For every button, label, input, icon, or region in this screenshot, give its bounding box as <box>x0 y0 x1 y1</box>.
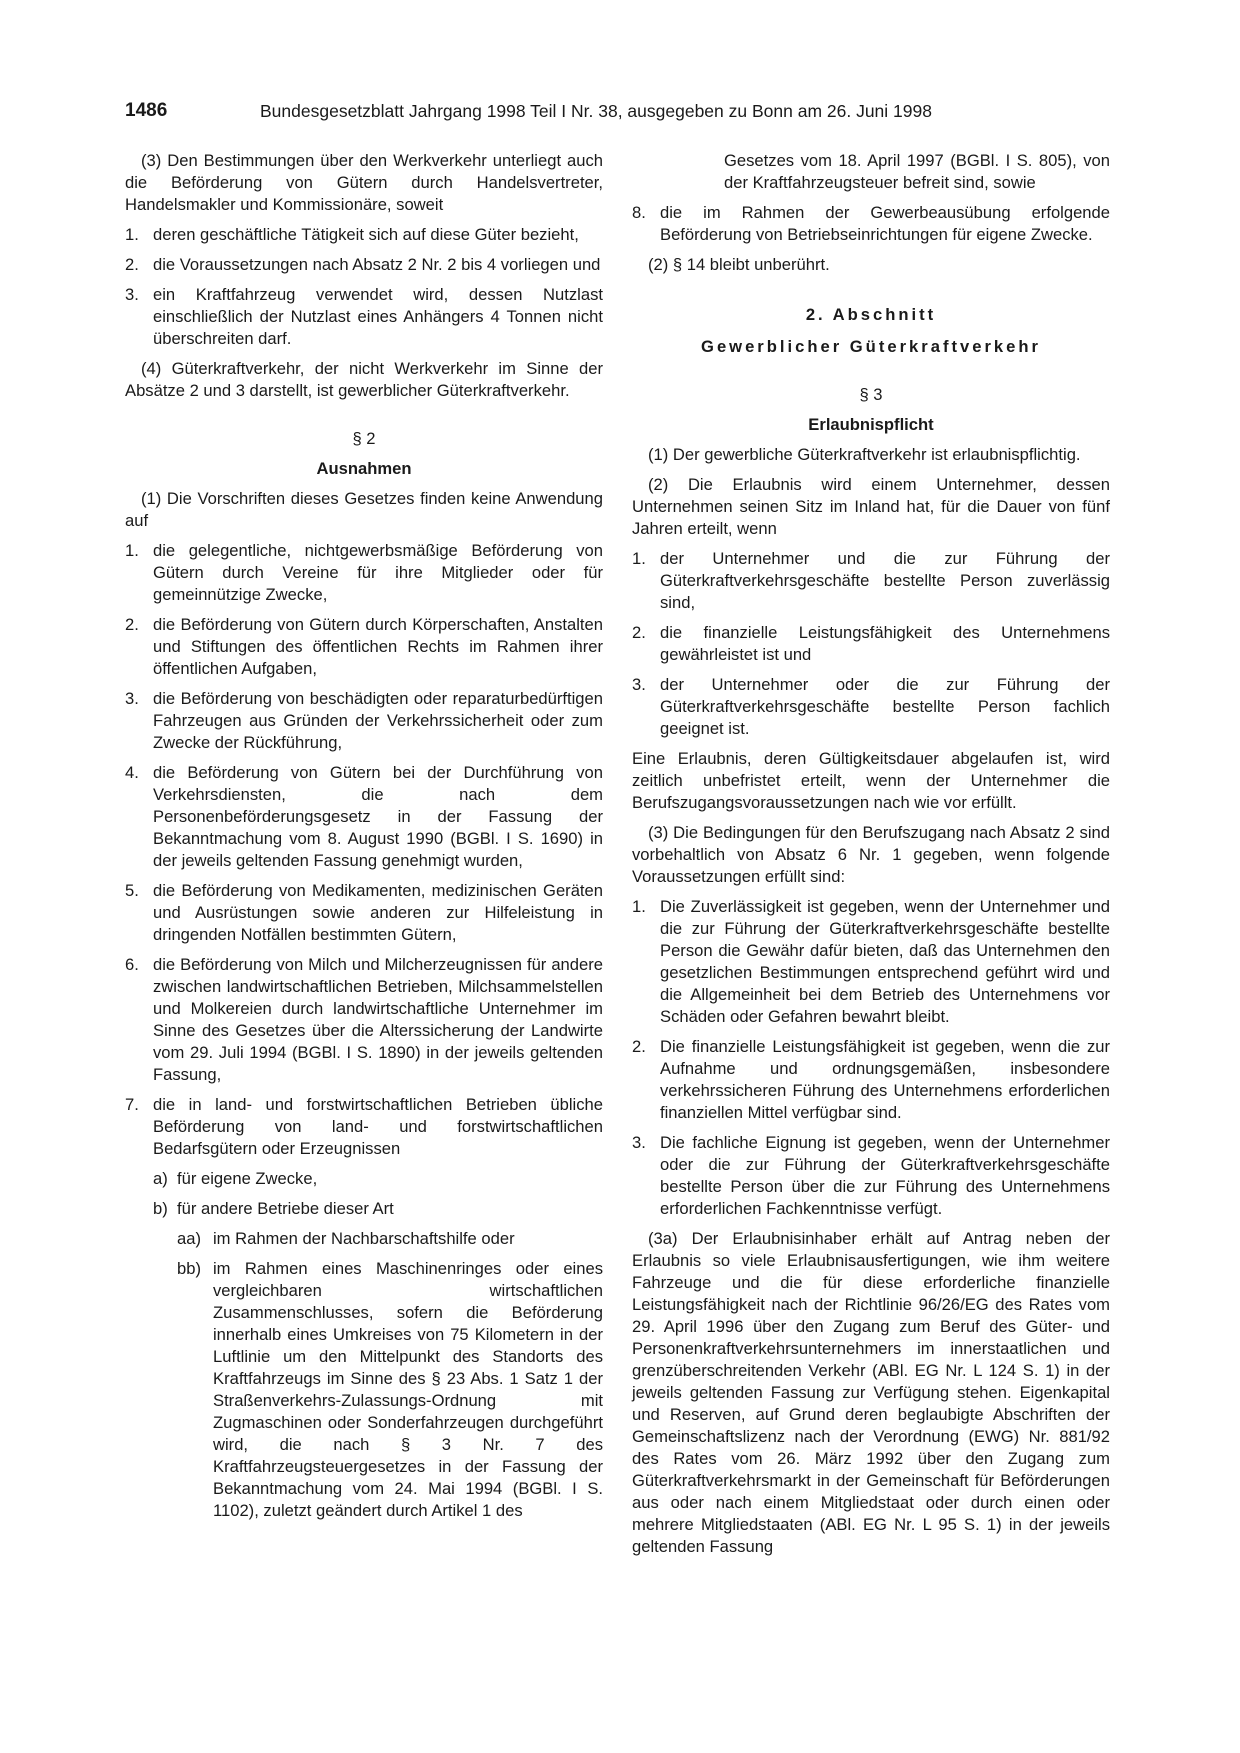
item-text: Die finanzielle Leistungsfähigkeit ist gegeben, wenn die zur Aufnahme und ordnungsgemäßen, insbesondere verkehrssicheren Führung des Unternehmens erforderlichen finanziellen Mittel verfügbar sind. <box>660 1037 1110 1122</box>
list-item <box>125 540 603 606</box>
section-2-paragraph-2: (2) § 14 bleibt unberührt. <box>648 255 830 274</box>
item-text: für andere Betriebe dieser Art <box>177 1199 394 1218</box>
sub-sub-list-item <box>125 1228 603 1250</box>
list-item <box>632 1036 1110 1124</box>
list-item <box>125 224 603 246</box>
item-text: die finanzielle Leistungsfähigkeit des Unternehmens gewährleistet ist und <box>660 623 1110 664</box>
list-item <box>125 614 603 680</box>
item-continuation: Gesetzes vom 18. April 1997 (BGBl. I S. 805), von der Kraftfahrzeugsteuer befreit sind, sowie <box>724 151 1110 192</box>
item-number: 2. <box>125 615 139 634</box>
item-text: der Unternehmer und die zur Führung der Güterkraftverkehrsgeschäfte bestellte Person zuverlässig sind, <box>660 549 1110 612</box>
item-number: 6. <box>125 955 139 974</box>
item-number: 1. <box>125 225 139 244</box>
item-text: die gelegentliche, nichtgewerbsmäßige Beförderung von Gütern durch Vereine für ihre Mitglieder oder für gemeinnützige Zwecke, <box>153 541 603 604</box>
section-3-paragraph-3a: (3a) Der Erlaubnisinhaber erhält auf Antrag neben der Erlaubnis so viele Erlaubnisausfertigungen, wie ihm weitere Fahrzeuge und die für diese erforderliche finanzielle Leistungsfähigkeit nach der Richtlinie 96/26/EG des Rates vom 29. April 1996 über den Zugang zum Beruf des Güter- und Personenkraftverkehrsunternehmers im innerstaatlichen und grenzüberschreitenden Verkehr (ABl. EG Nr. L 124 S. 1) in der jeweils geltenden Fassung zur Verfügung stehen. Eigenkapital und Reserven, auf Grund deren beglaubigte Abschriften der Gemeinschaftslizenz nach der Verordnung (EWG) Nr. 881/92 des Rates vom 26. März 1992 über den Zugang zum Güterkraftverkehrsmarkt in der Gemeinschaft für Beförderungen aus oder nach einem Mitgliedstaat oder durch einen oder mehrere Mitgliedstaaten (ABl. EG Nr. L 95 S. 1) in der jeweils geltenden Fassung <box>632 1229 1110 1556</box>
item-number: 5. <box>125 881 139 900</box>
right-column <box>632 150 1110 1566</box>
sub-list-item <box>125 1198 603 1220</box>
section-2-paragraph-1-intro: (1) Die Vorschriften dieses Gesetzes finden keine Anwendung auf <box>125 489 603 530</box>
list-item <box>632 896 1110 1028</box>
item-letter: a) <box>153 1169 168 1188</box>
item-number: 3. <box>125 689 139 708</box>
item-text: die Voraussetzungen nach Absatz 2 Nr. 2 bis 4 vorliegen und <box>153 255 601 274</box>
section-heading-ausnahmen: Ausnahmen <box>316 459 412 478</box>
item-text: die Beförderung von Medikamenten, medizinischen Geräten und Ausrüstungen sowie anderen zur Hilfeleistung in dringenden Notfällen bestimmten Gütern, <box>153 881 603 944</box>
page-number: 1486 <box>125 100 168 121</box>
sub-list-item <box>125 1168 603 1190</box>
list-item <box>632 1132 1110 1220</box>
item-text: Die Zuverlässigkeit ist gegeben, wenn der Unternehmer und die zur Führung der Güterkraftverkehrsgeschäfte bestellte Person die Gewähr dafür bieten, daß das Unternehmen den gesetzlichen Bestimmungen entsprechend geführt wird und die Allgemeinheit bei dem Betrieb des Unternehmens vor Schäden oder Gefahren bewahrt bleibt. <box>660 897 1110 1026</box>
item-text: die in land- und forstwirtschaftlichen Betrieben übliche Beförderung von land- und forstwirtschaftlichen Bedarfsgütern oder Erzeugnissen <box>153 1095 603 1158</box>
list-item <box>125 254 603 276</box>
item-number: 1. <box>632 549 646 568</box>
item-number: 3. <box>125 285 139 304</box>
section-3-paragraph-1: (1) Der gewerbliche Güterkraftverkehr ist erlaubnispflichtig. <box>648 445 1081 464</box>
list-item <box>125 284 603 350</box>
item-number: 8. <box>632 203 646 222</box>
chapter-label: 2. Abschnitt <box>805 305 937 324</box>
section-heading-erlaubnispflicht: Erlaubnispflicht <box>808 415 934 434</box>
section-sign-3: § 3 <box>859 385 883 404</box>
item-number: 1. <box>125 541 139 560</box>
section-3-paragraph-2-close: Eine Erlaubnis, deren Gültigkeitsdauer abgelaufen ist, wird zeitlich unbefristet erteilt, wenn der Unternehmer die Berufszugangsvoraussetzungen nach wie vor erfüllt. <box>632 749 1110 812</box>
list-item <box>125 1094 603 1160</box>
item-number: 2. <box>632 623 646 642</box>
list-item <box>632 548 1110 614</box>
list-item <box>125 762 603 872</box>
list-item <box>632 622 1110 666</box>
page-header <box>125 100 1115 128</box>
item-number: 2. <box>632 1037 646 1056</box>
item-text: die im Rahmen der Gewerbeausübung erfolgende Beförderung von Betriebseinrichtungen für eigene Zwecke. <box>660 203 1110 244</box>
chapter-title: Gewerblicher Güterkraftverkehr <box>701 337 1041 356</box>
item-number: 3. <box>632 675 646 694</box>
item-number: 7. <box>125 1095 139 1114</box>
item-text: der Unternehmer oder die zur Führung der Güterkraftverkehrsgeschäfte bestellte Person fachlich geeignet ist. <box>660 675 1110 738</box>
item-text: die Beförderung von Milch und Milcherzeugnissen für andere zwischen landwirtschaftlichen Betrieben, Milchsammelstellen und Molkereien durch landwirtschaftliche Unternehmer im Sinne des Gesetzes über die Alterssicherung der Landwirte vom 29. Juli 1994 (BGBl. I S. 1890) in der jeweils geltenden Fassung, <box>153 955 603 1084</box>
item-letter: b) <box>153 1199 168 1218</box>
item-text: für eigene Zwecke, <box>177 1169 318 1188</box>
item-text: deren geschäftliche Tätigkeit sich auf diese Güter bezieht, <box>153 225 579 244</box>
item-number: 3. <box>632 1133 646 1152</box>
item-number: 2. <box>125 255 139 274</box>
sub-sub-list-item <box>125 1258 603 1522</box>
list-item <box>632 674 1110 740</box>
item-number: 1. <box>632 897 646 916</box>
item-text: im Rahmen der Nachbarschaftshilfe oder <box>213 1229 515 1248</box>
item-text: die Beförderung von beschädigten oder reparaturbedürftigen Fahrzeugen aus Gründen der Verkehrssicherheit oder zum Zwecke der Rückführung, <box>153 689 603 752</box>
section-3-paragraph-2-intro: (2) Die Erlaubnis wird einem Unternehmer, dessen Unternehmen seinen Sitz im Inland hat, für die Dauer von fünf Jahren erteilt, wenn <box>632 475 1110 538</box>
left-column <box>125 150 603 1530</box>
item-text: die Beförderung von Gütern bei der Durchführung von Verkehrsdiensten, die nach dem Personenbeförderungsgesetz in der Fassung der Bekanntmachung vom 8. August 1990 (BGBl. I S. 1690) in der jeweils geltenden Fassung genehmigt wurden, <box>153 763 603 870</box>
paragraph-3-intro: (3) Den Bestimmungen über den Werkverkehr unterliegt auch die Beförderung von Gütern durch Handelsvertreter, Handelsmakler und Kommissionäre, soweit <box>125 151 603 214</box>
section-3-paragraph-3-intro: (3) Die Bedingungen für den Berufszugang nach Absatz 2 sind vorbehaltlich von Absatz 6 Nr. 1 gegeben, wenn folgende Voraussetzungen erfüllt sind: <box>632 823 1110 886</box>
item-text: ein Kraftfahrzeug verwendet wird, dessen Nutzlast einschließlich der Nutzlast eines Anhängers 4 Tonnen nicht überschreiten darf. <box>153 285 603 348</box>
item-letter: bb) <box>177 1259 201 1278</box>
paragraph-4: (4) Güterkraftverkehr, der nicht Werkverkehr im Sinne der Absätze 2 und 3 darstellt, ist gewerblicher Güterkraftverkehr. <box>125 359 603 400</box>
header-title: Bundesgesetzblatt Jahrgang 1998 Teil I Nr. 38, ausgegeben zu Bonn am 26. Juni 1998 <box>260 101 932 121</box>
item-number: 4. <box>125 763 139 782</box>
list-item <box>125 688 603 754</box>
item-text: Die fachliche Eignung ist gegeben, wenn der Unternehmer oder die zur Führung der Güterkraftverkehrsgeschäfte bestellte Person über die zur Führung des Unternehmens erforderlichen Fachkenntnisse verfügt. <box>660 1133 1110 1218</box>
list-item <box>125 880 603 946</box>
item-letter: aa) <box>177 1229 201 1248</box>
section-sign-2: § 2 <box>352 429 376 448</box>
list-item <box>632 202 1110 246</box>
item-text: die Beförderung von Gütern durch Körperschaften, Anstalten und Stiftungen des öffentlichen Rechts im Rahmen ihrer öffentlichen Aufgaben, <box>153 615 603 678</box>
item-text: im Rahmen eines Maschinenringes oder eines vergleichbaren wirtschaftlichen Zusammenschlusses, sofern die Beförderung innerhalb eines Umkreises von 75 Kilometern in der Luftlinie um den Mittelpunkt des Standorts des Kraftfahrzeugs im Sinne des § 23 Abs. 1 Satz 1 der Straßenverkehrs-Zulassungs-Ordnung mit Zugmaschinen oder Sonderfahrzeugen durchgeführt wird, die nach § 3 Nr. 7 des Kraftfahrzeugsteuergesetzes in der Fassung der Bekanntmachung vom 24. Mai 1994 (BGBl. I S. 1102), zuletzt geändert durch Artikel 1 des <box>213 1259 603 1520</box>
list-item <box>125 954 603 1086</box>
